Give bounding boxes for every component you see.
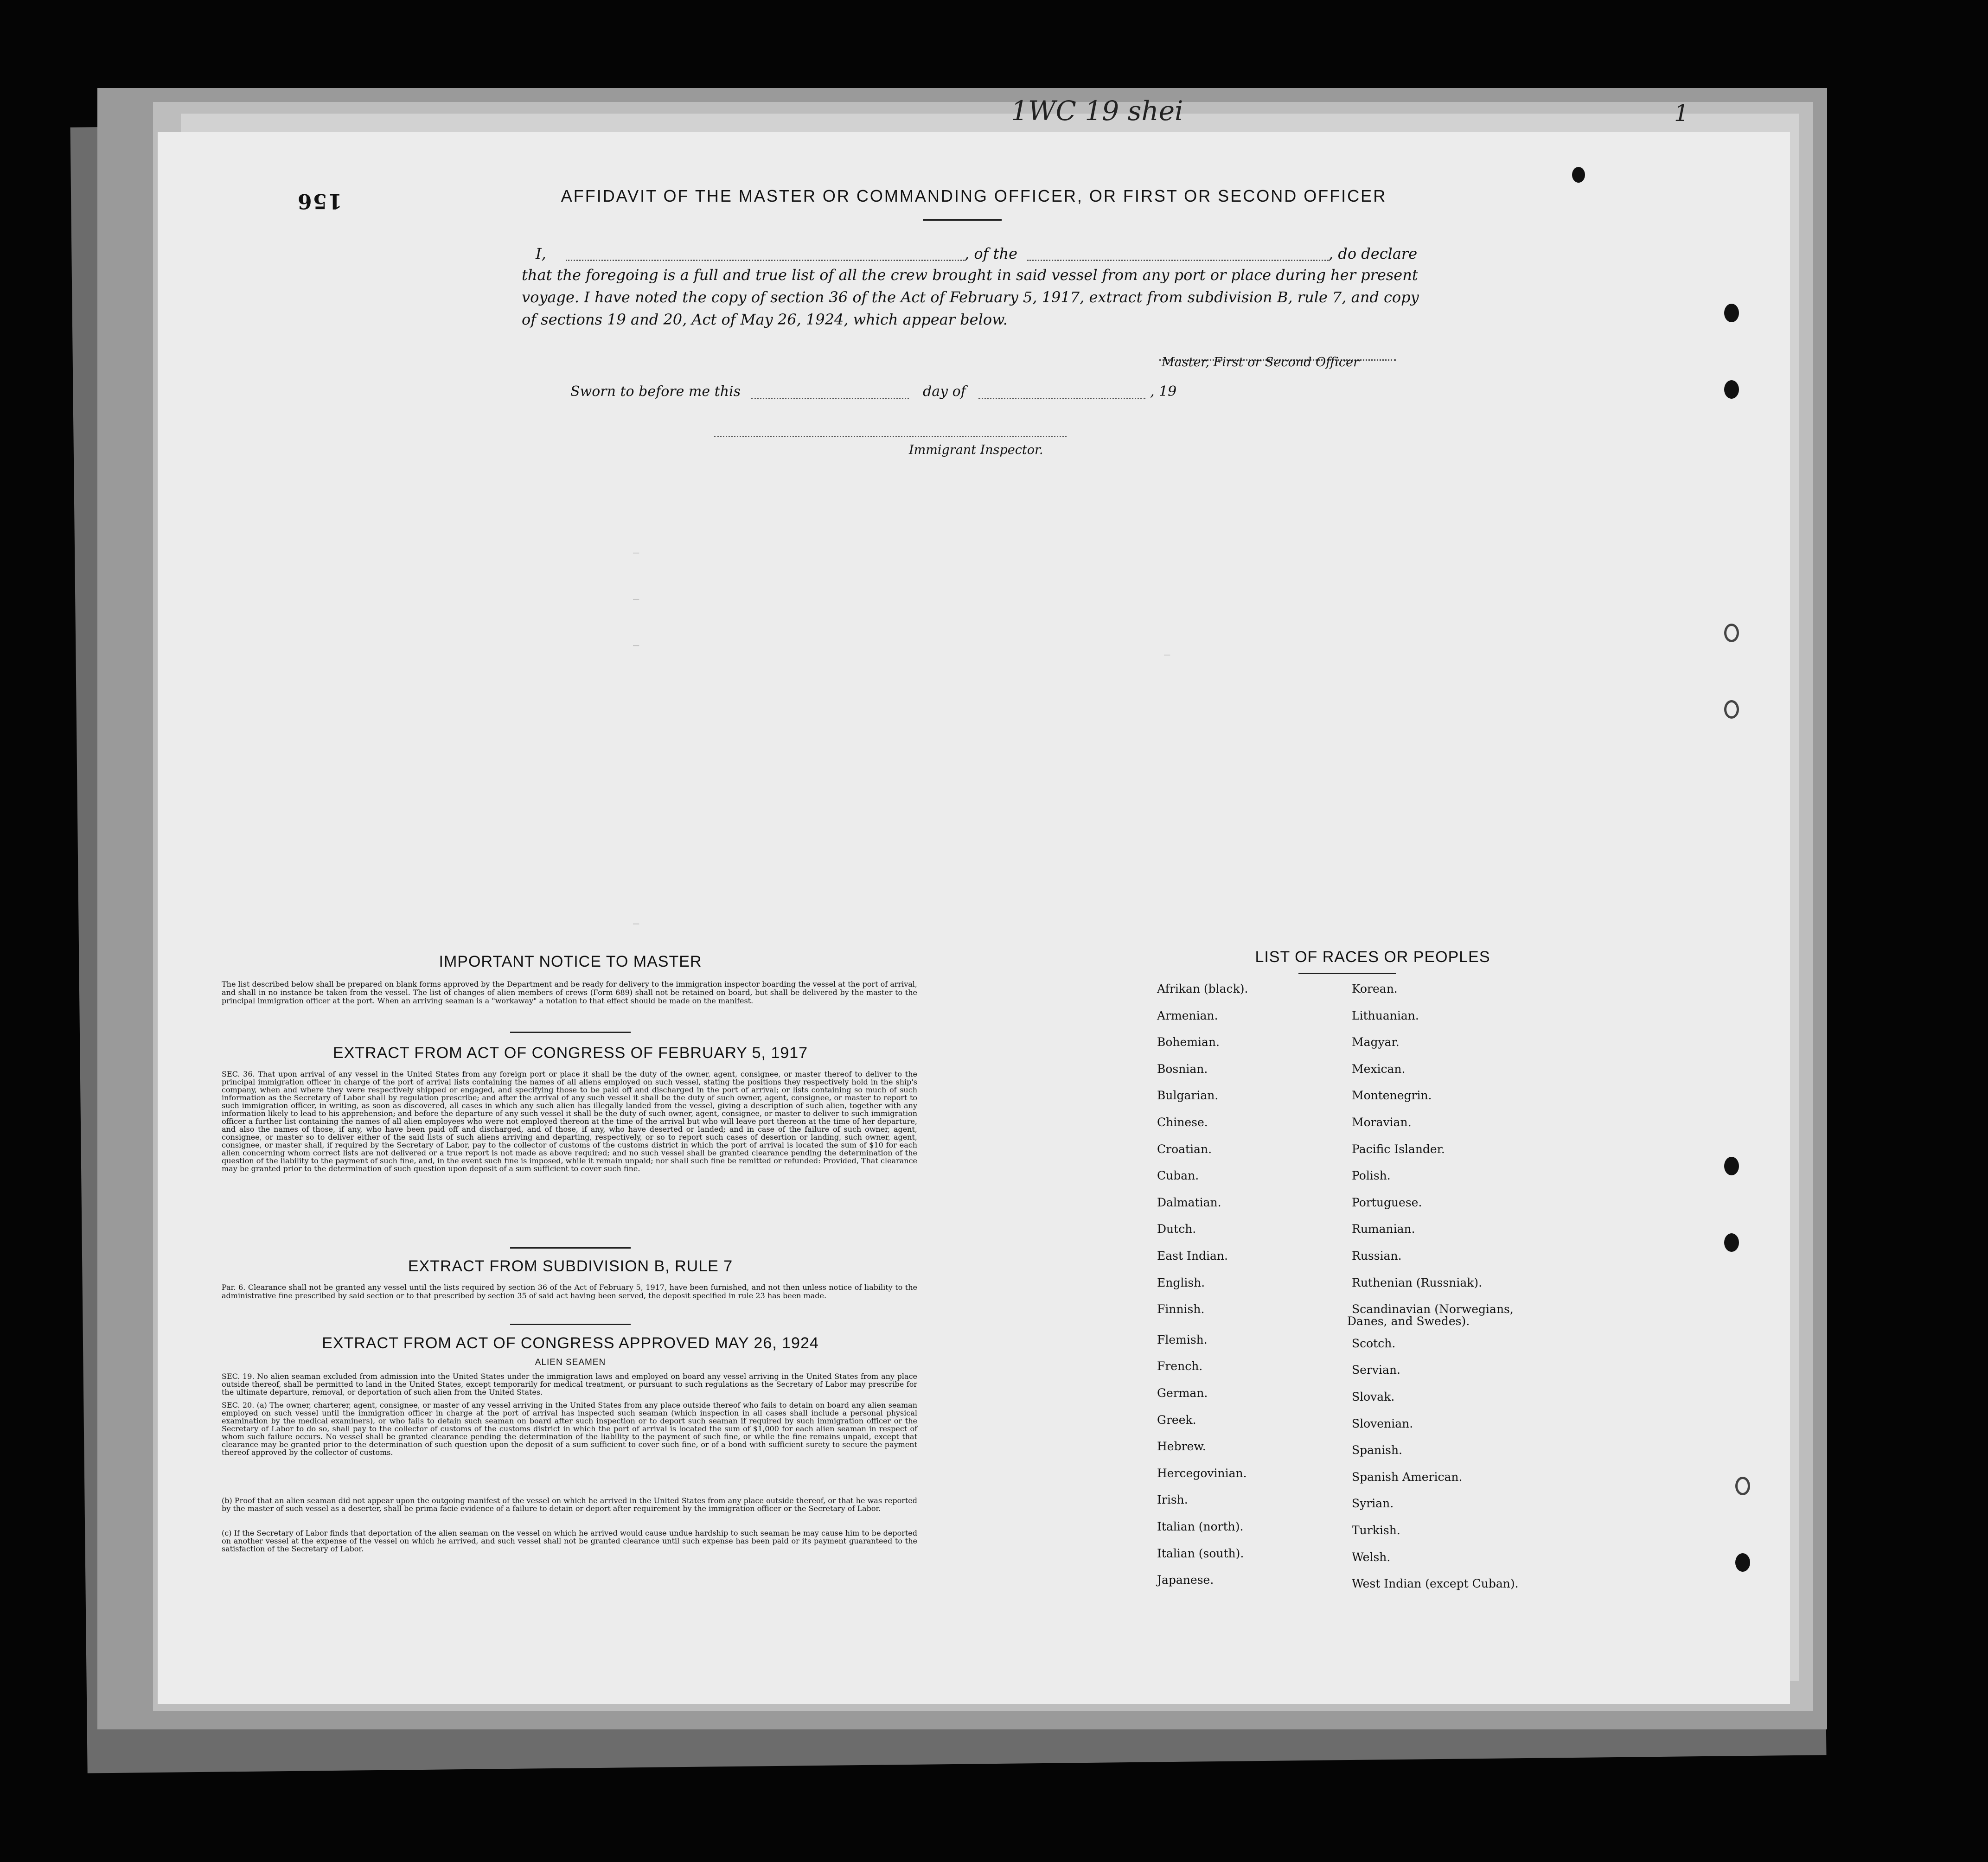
race-item: Portuguese. <box>1352 1196 1422 1209</box>
race-item: Hebrew. <box>1157 1440 1206 1453</box>
race-item: Italian (south). <box>1157 1547 1244 1560</box>
notice-title: IMPORTANT NOTICE TO MASTER <box>439 953 702 970</box>
race-item: Cuban. <box>1157 1169 1199 1182</box>
extract-1924-b: (b) Proof that an alien seaman did not appear upon the outgoing manifest of the vessel on which he arrived in the United States from any place outside thereof, or that he was reported by the master of such vessel as a deserter, shall be prima facie evidence of a failure to detain or deport after requirement by the immigration officer or the Secretary of Labor. <box>222 1496 917 1513</box>
name-blank[interactable] <box>566 260 965 261</box>
race-item: German. <box>1157 1386 1208 1400</box>
handwritten-corner-mark: 1 <box>1674 100 1689 127</box>
bleed-dash: – <box>633 593 639 605</box>
page-title: AFFIDAVIT OF THE MASTER OR COMMANDING OFFICER, OR FIRST OR SECOND OFFICER <box>561 186 1387 205</box>
extract-1924-subtitle: ALIEN SEAMEN <box>535 1358 606 1367</box>
extract-1917-title: EXTRACT FROM ACT OF CONGRESS OF FEBRUARY 5, 1917 <box>332 1044 808 1062</box>
extract-1924-sec19: SEC. 19. No alien seaman excluded from admission into the United States under the immigration laws and employed on board any vessel arriving in the United States from any place outside thereof, shall be permitted to land in the United States, except temporarily for medical treatment, or pursuant to such regulations as the Secretary of Labor may prescribe for the ultimate departure, removal, or deportation of such alien from the United States. <box>222 1372 917 1396</box>
year-label: , 19 <box>1150 383 1177 400</box>
races-title: LIST OF RACES OR PEOPLES <box>1255 948 1490 966</box>
race-item: Afrikan (black). <box>1157 982 1248 995</box>
race-item: Montenegrin. <box>1352 1089 1432 1102</box>
race-item: Slovak. <box>1352 1390 1395 1403</box>
races-rule <box>1298 973 1396 974</box>
race-item: Spanish. <box>1352 1443 1403 1457</box>
race-item: Spanish American. <box>1352 1470 1463 1484</box>
affidavit-page <box>158 132 1790 1704</box>
signer-label: Master, First or Second Officer <box>1162 355 1359 370</box>
affidavit-line-3: voyage. I have noted the copy of section 36 of the Act of February 5, 1917, extract from subdivision B, rule 7, and copy <box>522 288 1419 306</box>
handwritten-note: 1WC 19 shei <box>1011 95 1183 127</box>
race-item: Finnish. <box>1157 1302 1205 1316</box>
section-rule <box>510 1247 631 1249</box>
bleed-dash: – <box>633 918 639 930</box>
race-item: Servian. <box>1352 1363 1400 1377</box>
notice-body: The list described below shall be prepared on blank forms approved by the Department and be ready for delivery to the immigration inspector boarding the vessel at the port of arrival, and shall in no instance be taken from the vessel. The list of changes of alien members of crews (Form 689) shall not be retained on board, but shall be delivered by the master to the principal immigration officer at the port. When an arriving seaman is a "workaway" a notation to that effect should be made on the manifest. <box>222 980 917 1005</box>
race-item: Bohemian. <box>1157 1035 1220 1049</box>
inspector-blank[interactable] <box>714 436 1067 437</box>
race-item: Mexican. <box>1352 1062 1406 1076</box>
punch-hole <box>1724 380 1739 399</box>
race-item: Scotch. <box>1352 1337 1396 1350</box>
race-item: West Indian (except Cuban). <box>1352 1577 1519 1590</box>
race-item: Flemish. <box>1157 1333 1208 1346</box>
affidavit-of-the: , of the <box>965 245 1018 262</box>
bleed-dash: – <box>1164 649 1170 661</box>
race-item: Japanese. <box>1157 1573 1214 1587</box>
sworn-label: Sworn to before me this <box>570 383 741 400</box>
bleed-dash: – <box>633 640 639 651</box>
race-item-continuation: Danes, and Swedes). <box>1347 1314 1470 1328</box>
rule7-body: Par. 6. Clearance shall not be granted any vessel until the lists required by section 36 of the Act of February 5, 1917, have been furnished, and not then unless notice of liability to the administrative fine prescribed by said section or to that prescribed by section 35 of said act having been served, the deposit specified in rule 23 has been made. <box>222 1283 917 1300</box>
race-item: Ruthenian (Russniak). <box>1352 1276 1483 1289</box>
day-blank[interactable] <box>751 398 909 399</box>
punch-hole <box>1735 1477 1750 1495</box>
stamp-number: 156 <box>297 189 342 213</box>
affidavit-line-2: that the foregoing is a full and true list of all the crew brought in said vessel from any port or place during her present <box>522 266 1418 284</box>
punch-hole <box>1572 167 1585 183</box>
punch-hole <box>1724 304 1739 322</box>
month-blank[interactable] <box>978 398 1145 399</box>
race-item: Polish. <box>1352 1169 1391 1182</box>
race-item: Dalmatian. <box>1157 1196 1221 1209</box>
race-item: Chinese. <box>1157 1116 1208 1129</box>
bleed-dash: – <box>633 547 639 559</box>
affidavit-do-declare: , do declare <box>1329 245 1418 262</box>
race-item: Rumanian. <box>1352 1222 1415 1236</box>
race-item: Korean. <box>1352 982 1398 995</box>
race-item: Scandinavian (Norwegians, <box>1352 1302 1514 1316</box>
punch-hole <box>1724 1157 1739 1175</box>
punch-hole <box>1735 1553 1750 1572</box>
day-of-label: day of <box>923 383 966 400</box>
race-item: Welsh. <box>1352 1550 1391 1564</box>
race-item: Greek. <box>1157 1413 1196 1427</box>
inspector-label: Immigrant Inspector. <box>909 443 1043 457</box>
punch-hole <box>1724 1233 1739 1252</box>
punch-hole <box>1724 624 1739 642</box>
race-item: Magyar. <box>1352 1035 1400 1049</box>
race-item: French. <box>1157 1359 1203 1373</box>
extract-1924-c: (c) If the Secretary of Labor finds that deportation of the alien seaman on the vessel on which he arrived would cause undue hardship to such seaman he may cause him to be deported on another vessel at the expense of the vessel on which he arrived, and such vessel shall not be granted clearance until such expense has been paid or its payment guaranteed to the satisfaction of the Secretary of Labor. <box>222 1529 917 1553</box>
race-item: Irish. <box>1157 1493 1188 1506</box>
rule7-title: EXTRACT FROM SUBDIVISION B, RULE 7 <box>408 1257 733 1275</box>
vessel-blank[interactable] <box>1027 260 1329 261</box>
race-item: Turkish. <box>1352 1524 1400 1537</box>
race-item: Slovenian. <box>1352 1417 1413 1430</box>
race-item: Lithuanian. <box>1352 1009 1419 1022</box>
race-item: Dutch. <box>1157 1222 1196 1236</box>
race-item: Russian. <box>1352 1249 1402 1263</box>
punch-hole <box>1724 700 1739 719</box>
race-item: Croatian. <box>1157 1142 1212 1156</box>
extract-1917-body: SEC. 36. That upon arrival of any vessel in the United States from any foreign port or place it shall be the duty of the owner, agent, consignee, or master thereof to deliver to the principal immigration officer in charge of the port of arrival lists containing the names of all aliens employed on such vessel, stating the positions they respectively hold in the ship's company, when and where they were respectively shipped or engaged, and specifying those to be paid off and discharged in the port of arrival; or lists containing so much of such information as the Secretary of Labor shall by regulation prescribe; and after the arrival of any such vessel it shall be the duty of such owner, agent, consignee, or master to report to such immigration officer, in writing, as soon as discovered, all cases in which any such alien has illegally landed from the vessel, giving a description of such alien, together with any information likely to lead to his apprehension; and before the departure of any such vessel it shall be the duty of such owner, agent, consignee, or master to deliver to such immigration officer a further list containing the names of all alien employees who were not employed thereon at the time of the arrival but who will leave port thereon at the time of her departure, and also the names of those, if any, who have been paid off and discharged, and of those, if any, who have deserted or landed; and in case of the failure of such owner, agent, consignee, or master so to deliver either of the said lists of such aliens arriving and departing, respectively, or so to report such cases of desertion or landing, such owner, agent, consignee, or master shall, if required by the Secretary of Labor, pay to the collector of customs of the customs district in which the port of arrival is located the sum of $10 for each alien concerning whom correct lists are not delivered or a true report is not made as above required; and no such vessel shall be granted clearance pending the determination of the question of the liability to the payment of such fine, and, in the event such fine is imposed, while it remain unpaid; nor shall such fine be remitted or refunded: Provided, That clearance may be granted prior to the determination of such question upon deposit of a sum sufficient to cover such fine. <box>222 1070 917 1173</box>
extract-1924-title: EXTRACT FROM ACT OF CONGRESS APPROVED MAY 26, 1924 <box>322 1334 819 1352</box>
race-item: East Indian. <box>1157 1249 1228 1263</box>
title-rule <box>923 219 1002 221</box>
race-item: Armenian. <box>1157 1009 1218 1022</box>
section-rule <box>510 1032 631 1033</box>
affidavit-line-4: of sections 19 and 20, Act of May 26, 1924, which appear below. <box>522 311 1008 328</box>
affidavit-i: I, <box>536 245 546 262</box>
race-item: Italian (north). <box>1157 1520 1244 1533</box>
extract-1924-sec20: SEC. 20. (a) The owner, charterer, agent, consignee, or master of any vessel arriving in the United States from any place outside thereof who fails to detain on board any alien seaman employed on such vessel until the immigration officer in charge at the port of arrival has inspected such seaman (which inspection in all cases shall include a personal physical examination by the medical examiners), or who fails to detain such seaman on board after such inspection or to deport such seaman if required by such immigration officer or the Secretary of Labor to do so, shall pay to the collector of customs of the customs district in which the port of arrival is located the sum of $1,000 for each alien seaman in respect of whom such failure occurs. No vessel shall be granted clearance pending the determination of the liability to the payment of such fine, or while the fine remains unpaid, except that clearance may be granted prior to the determination of such question upon the deposit of a sum sufficient to cover such fine, or of a bond with sufficient surety to secure the payment thereof approved by the collector of customs. <box>222 1401 917 1457</box>
race-item: Hercegovinian. <box>1157 1467 1247 1480</box>
race-item: Moravian. <box>1352 1116 1412 1129</box>
race-item: Syrian. <box>1352 1497 1394 1510</box>
race-item: Bosnian. <box>1157 1062 1208 1076</box>
race-item: Bulgarian. <box>1157 1089 1219 1102</box>
race-item: Pacific Islander. <box>1352 1142 1445 1156</box>
race-item: English. <box>1157 1276 1205 1289</box>
section-rule <box>510 1324 631 1325</box>
